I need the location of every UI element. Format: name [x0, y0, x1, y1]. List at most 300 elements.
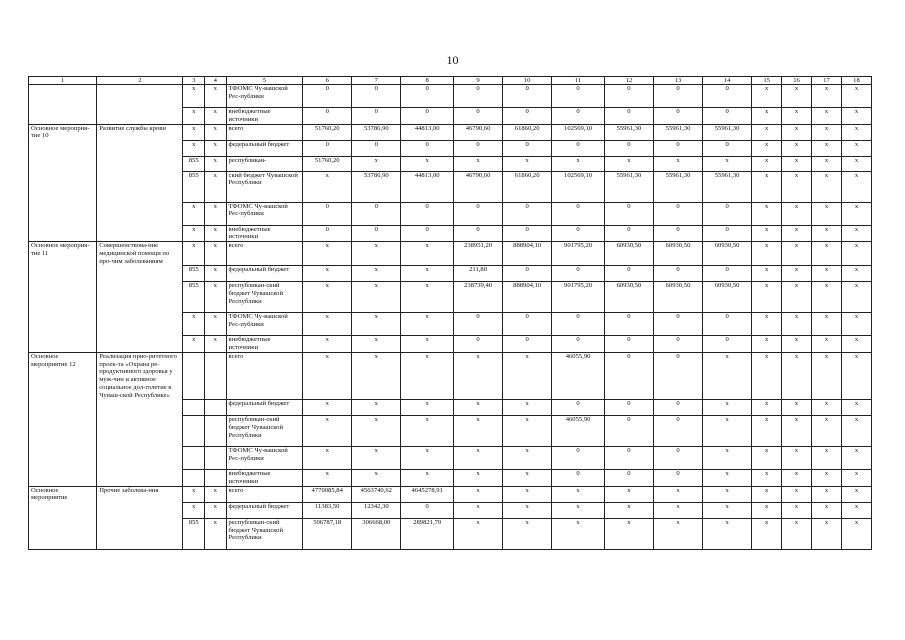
value-cell: x [352, 447, 401, 470]
value-cell: 0 [703, 336, 752, 353]
value-cell: 0 [552, 140, 605, 156]
value-cell: x [752, 336, 782, 353]
table-row [29, 336, 872, 353]
code-cell: x [205, 313, 227, 336]
event-title-cell [97, 518, 183, 549]
code-cell: x [183, 85, 205, 108]
value-cell: x [812, 502, 842, 518]
event-title-cell [97, 85, 183, 108]
value-cell: x [782, 486, 812, 502]
value-cell: 0 [552, 85, 605, 108]
value-cell: x [752, 282, 782, 313]
value-cell: x [782, 352, 812, 399]
column-number-cell: 8 [401, 77, 454, 85]
value-cell: 0 [552, 400, 605, 416]
code-cell: x [183, 108, 205, 125]
value-cell: x [812, 447, 842, 470]
value-cell: x [454, 518, 503, 549]
event-title-cell [97, 336, 183, 353]
code-cell [183, 400, 205, 416]
event-name-cell: Основное мероприятие [29, 486, 97, 502]
column-number-cell: 12 [604, 77, 653, 85]
value-cell: x [703, 486, 752, 502]
value-cell: x [503, 486, 552, 502]
event-name-cell: Основное мероприятие 12 [29, 352, 97, 399]
value-cell: x [352, 336, 401, 353]
value-cell: 0 [503, 85, 552, 108]
value-cell: x [782, 502, 812, 518]
code-cell: x [205, 336, 227, 353]
table-row [29, 85, 872, 108]
value-cell: 0 [352, 225, 401, 242]
event-name-cell [29, 518, 97, 549]
value-cell: 0 [653, 140, 702, 156]
funding-source-cell: всего [226, 124, 303, 140]
value-cell: x [503, 400, 552, 416]
value-cell: x [653, 518, 702, 549]
value-cell: 0 [653, 225, 702, 242]
value-cell: x [752, 266, 782, 282]
event-title-cell: Реализация прио-ритетного проек-та «Охрана ре-продуктивного здоровья у муж-чин и активное социальное дол-голетие в Чуваш-ской Республике» [97, 352, 183, 399]
code-cell: 855 [183, 518, 205, 549]
value-cell: 60930,50 [653, 242, 702, 266]
code-cell: x [205, 282, 227, 313]
value-cell: 0 [352, 140, 401, 156]
code-cell [205, 352, 227, 399]
event-name-cell [29, 313, 97, 336]
value-cell: x [841, 266, 871, 282]
value-cell: 0 [303, 202, 352, 225]
event-name-cell [29, 416, 97, 447]
code-cell: x [183, 140, 205, 156]
value-cell: x [303, 352, 352, 399]
value-cell: x [782, 266, 812, 282]
table-row [29, 352, 872, 399]
code-cell [205, 416, 227, 447]
budget-table [28, 76, 872, 550]
funding-source-cell: внебюджетные источники [226, 225, 303, 242]
code-cell: x [205, 156, 227, 171]
value-cell: x [303, 416, 352, 447]
code-cell: x [205, 85, 227, 108]
value-cell: 11383,50 [303, 502, 352, 518]
code-cell: x [205, 266, 227, 282]
column-number-cell: 1 [29, 77, 97, 85]
code-cell: x [183, 202, 205, 225]
value-cell: 46790,60 [454, 124, 503, 140]
value-cell: x [752, 171, 782, 202]
code-cell [205, 400, 227, 416]
code-cell: x [205, 502, 227, 518]
event-title-cell: Прочие заболева-ния [97, 486, 183, 502]
table-row [29, 108, 872, 125]
value-cell: x [752, 416, 782, 447]
value-cell: 60930,50 [653, 282, 702, 313]
value-cell: x [703, 502, 752, 518]
code-cell: x [205, 486, 227, 502]
value-cell: x [782, 202, 812, 225]
column-number-cell: 11 [552, 77, 605, 85]
code-cell [183, 352, 205, 399]
funding-source-cell: ТФОМС Чу-вашской Рес-публики [226, 447, 303, 470]
value-cell: x [454, 486, 503, 502]
value-cell: 4645278,91 [401, 486, 454, 502]
value-cell: x [752, 352, 782, 399]
value-cell: x [782, 313, 812, 336]
value-cell: x [454, 502, 503, 518]
value-cell: x [841, 242, 871, 266]
event-name-cell [29, 470, 97, 487]
value-cell: 238739,40 [454, 282, 503, 313]
value-cell: 0 [401, 85, 454, 108]
column-number-cell: 14 [703, 77, 752, 85]
code-cell: x [205, 202, 227, 225]
funding-source-cell: внебюджетные источники [226, 470, 303, 487]
event-title-cell [97, 282, 183, 313]
value-cell: x [303, 266, 352, 282]
event-name-cell: Основное мероприя-тие 11 [29, 242, 97, 266]
value-cell: 4563740,62 [352, 486, 401, 502]
value-cell: x [782, 225, 812, 242]
value-cell: 0 [503, 266, 552, 282]
value-cell: 60930,50 [703, 282, 752, 313]
value-cell: 0 [604, 400, 653, 416]
value-cell: 55961,30 [604, 124, 653, 140]
value-cell: x [503, 352, 552, 399]
code-cell: x [183, 225, 205, 242]
column-number-cell: 16 [782, 77, 812, 85]
value-cell: x [454, 352, 503, 399]
value-cell: x [782, 140, 812, 156]
value-cell: 0 [653, 202, 702, 225]
event-title-cell: Развитие службы крови [97, 124, 183, 140]
value-cell: x [841, 108, 871, 125]
value-cell: x [352, 400, 401, 416]
table-row [29, 400, 872, 416]
event-name-cell [29, 400, 97, 416]
value-cell: 506787,18 [303, 518, 352, 549]
value-cell: x [604, 502, 653, 518]
funding-source-cell: ский бюджет Чувашской Республики [226, 171, 303, 202]
value-cell: x [703, 416, 752, 447]
column-number-cell: 10 [503, 77, 552, 85]
code-cell: x [183, 242, 205, 266]
value-cell: x [552, 502, 605, 518]
value-cell: x [782, 416, 812, 447]
value-cell: x [752, 225, 782, 242]
value-cell: 55961,30 [653, 124, 702, 140]
value-cell: x [841, 502, 871, 518]
value-cell: x [552, 486, 605, 502]
value-cell: 0 [454, 336, 503, 353]
value-cell: 0 [653, 336, 702, 353]
value-cell: 0 [604, 447, 653, 470]
event-title-cell [97, 416, 183, 447]
value-cell: x [841, 140, 871, 156]
value-cell: x [401, 156, 454, 171]
value-cell: 0 [352, 202, 401, 225]
value-cell: 55961,30 [653, 171, 702, 202]
code-cell: x [205, 171, 227, 202]
value-cell: x [303, 470, 352, 487]
value-cell: x [782, 447, 812, 470]
value-cell: x [782, 336, 812, 353]
value-cell: 0 [653, 266, 702, 282]
column-number-cell: 6 [303, 77, 352, 85]
value-cell: 0 [653, 352, 702, 399]
event-name-cell [29, 108, 97, 125]
funding-source-cell: внебюджетные источники [226, 336, 303, 353]
value-cell: 0 [503, 108, 552, 125]
value-cell: x [812, 518, 842, 549]
table-row [29, 124, 872, 140]
value-cell: x [782, 108, 812, 125]
value-cell: 0 [604, 108, 653, 125]
value-cell: 289821,70 [401, 518, 454, 549]
value-cell: 888904,10 [503, 242, 552, 266]
code-cell [205, 470, 227, 487]
value-cell: 0 [552, 336, 605, 353]
value-cell: x [782, 124, 812, 140]
value-cell: x [812, 470, 842, 487]
value-cell: x [401, 416, 454, 447]
table-row [29, 502, 872, 518]
value-cell: 102569,10 [552, 171, 605, 202]
value-cell: x [352, 470, 401, 487]
event-title-cell [97, 447, 183, 470]
value-cell: 46055,90 [552, 352, 605, 399]
event-name-cell [29, 225, 97, 242]
value-cell: 0 [401, 108, 454, 125]
value-cell: x [812, 282, 842, 313]
value-cell: 0 [653, 416, 702, 447]
code-cell [183, 416, 205, 447]
code-cell: x [205, 140, 227, 156]
table-row [29, 171, 872, 202]
value-cell: x [401, 282, 454, 313]
value-cell: x [812, 124, 842, 140]
value-cell: 0 [454, 202, 503, 225]
event-name-cell [29, 502, 97, 518]
value-cell: x [503, 447, 552, 470]
value-cell: 0 [653, 400, 702, 416]
value-cell: x [812, 140, 842, 156]
table-row [29, 242, 872, 266]
value-cell: x [812, 225, 842, 242]
event-title-cell [97, 470, 183, 487]
value-cell: 0 [604, 225, 653, 242]
value-cell: 0 [454, 85, 503, 108]
value-cell: x [653, 502, 702, 518]
value-cell: 0 [604, 313, 653, 336]
value-cell: 0 [604, 266, 653, 282]
event-name-cell: Основное мероприя-тие 10 [29, 124, 97, 140]
code-cell: x [183, 502, 205, 518]
funding-source-cell: республикан-ский бюджет Чувашской Республики [226, 282, 303, 313]
value-cell: 0 [454, 225, 503, 242]
value-cell: 51760,20 [303, 124, 352, 140]
value-cell: 0 [552, 202, 605, 225]
value-cell: 46055,90 [552, 416, 605, 447]
value-cell: x [401, 470, 454, 487]
value-cell: x [752, 447, 782, 470]
funding-source-cell: внебюджетные источники [226, 108, 303, 125]
value-cell: x [604, 518, 653, 549]
value-cell: x [841, 486, 871, 502]
column-number-cell: 4 [205, 77, 227, 85]
value-cell: 0 [552, 313, 605, 336]
table-row [29, 282, 872, 313]
value-cell: x [841, 518, 871, 549]
value-cell: 0 [604, 416, 653, 447]
value-cell: 60930,50 [703, 242, 752, 266]
value-cell: x [454, 416, 503, 447]
value-cell: x [841, 416, 871, 447]
value-cell: x [812, 400, 842, 416]
funding-source-cell: всего [226, 242, 303, 266]
table-row [29, 202, 872, 225]
value-cell: x [303, 400, 352, 416]
value-cell: x [401, 447, 454, 470]
value-cell: 0 [552, 470, 605, 487]
value-cell: 0 [303, 225, 352, 242]
value-cell: x [752, 124, 782, 140]
event-name-cell [29, 336, 97, 353]
value-cell: x [752, 156, 782, 171]
value-cell: x [812, 486, 842, 502]
value-cell: 0 [503, 313, 552, 336]
value-cell: x [782, 171, 812, 202]
value-cell: 46790,60 [454, 171, 503, 202]
value-cell: x [841, 202, 871, 225]
value-cell: 0 [503, 202, 552, 225]
value-cell: 0 [454, 313, 503, 336]
column-number-cell: 17 [812, 77, 842, 85]
value-cell: 0 [653, 85, 702, 108]
value-cell: x [352, 242, 401, 266]
value-cell: x [812, 352, 842, 399]
code-cell [205, 447, 227, 470]
value-cell: x [841, 313, 871, 336]
event-name-cell [29, 156, 97, 171]
value-cell: x [752, 400, 782, 416]
value-cell: 0 [352, 85, 401, 108]
column-number-cell: 13 [653, 77, 702, 85]
value-cell: x [352, 266, 401, 282]
event-title-cell [97, 156, 183, 171]
code-cell: x [183, 336, 205, 353]
value-cell: 0 [503, 225, 552, 242]
event-name-cell [29, 202, 97, 225]
value-cell: x [352, 352, 401, 399]
code-cell [183, 447, 205, 470]
value-cell: x [454, 400, 503, 416]
value-cell: x [703, 470, 752, 487]
value-cell: 0 [303, 140, 352, 156]
table-row [29, 266, 872, 282]
value-cell: 60930,50 [604, 282, 653, 313]
code-cell: 855 [183, 282, 205, 313]
column-number-cell: 2 [97, 77, 183, 85]
value-cell: x [653, 156, 702, 171]
value-cell: x [703, 447, 752, 470]
value-cell: x [503, 156, 552, 171]
column-number-cell: 15 [752, 77, 782, 85]
value-cell: x [841, 352, 871, 399]
value-cell: x [703, 156, 752, 171]
value-cell: x [841, 282, 871, 313]
value-cell: 0 [303, 108, 352, 125]
value-cell: x [841, 225, 871, 242]
value-cell: 12342,30 [352, 502, 401, 518]
value-cell: 0 [454, 108, 503, 125]
value-cell: x [752, 202, 782, 225]
value-cell: x [401, 400, 454, 416]
code-cell: x [183, 124, 205, 140]
value-cell: x [812, 85, 842, 108]
event-name-cell [29, 171, 97, 202]
funding-source-cell: республикан-ский бюджет Чувашской Республики [226, 416, 303, 447]
value-cell: 0 [552, 225, 605, 242]
value-cell: x [841, 470, 871, 487]
value-cell: 0 [653, 447, 702, 470]
event-title-cell [97, 225, 183, 242]
code-cell: x [205, 108, 227, 125]
value-cell: x [401, 336, 454, 353]
table-row [29, 518, 872, 549]
column-number-cell: 7 [352, 77, 401, 85]
value-cell: 0 [503, 140, 552, 156]
value-cell: 44813,00 [401, 124, 454, 140]
page-number: 10 [446, 53, 459, 67]
value-cell: x [653, 486, 702, 502]
value-cell: x [812, 242, 842, 266]
table-row [29, 140, 872, 156]
value-cell: x [782, 518, 812, 549]
value-cell: x [604, 156, 653, 171]
value-cell: x [503, 416, 552, 447]
value-cell: 55961,30 [604, 171, 653, 202]
code-cell: x [183, 313, 205, 336]
funding-source-cell: республикан-ский бюджет Чувашской Республики [226, 518, 303, 549]
value-cell: 0 [401, 225, 454, 242]
value-cell: 0 [703, 266, 752, 282]
value-cell: x [454, 447, 503, 470]
code-cell: x [205, 242, 227, 266]
value-cell: x [303, 171, 352, 202]
value-cell: x [752, 486, 782, 502]
value-cell: x [841, 447, 871, 470]
value-cell: 306668,00 [352, 518, 401, 549]
value-cell: x [752, 108, 782, 125]
event-title-cell [97, 108, 183, 125]
column-number-cell: 9 [454, 77, 503, 85]
event-title-cell [97, 140, 183, 156]
value-cell: x [812, 266, 842, 282]
value-cell: 0 [552, 447, 605, 470]
funding-source-cell: всего [226, 486, 303, 502]
value-cell: x [352, 156, 401, 171]
value-cell: x [703, 352, 752, 399]
event-title-cell [97, 266, 183, 282]
value-cell: x [841, 85, 871, 108]
funding-source-cell: федеральный бюджет [226, 140, 303, 156]
code-cell: 855 [183, 171, 205, 202]
value-cell: x [812, 202, 842, 225]
value-cell: x [454, 156, 503, 171]
value-cell: 238951,20 [454, 242, 503, 266]
event-title-cell [97, 171, 183, 202]
